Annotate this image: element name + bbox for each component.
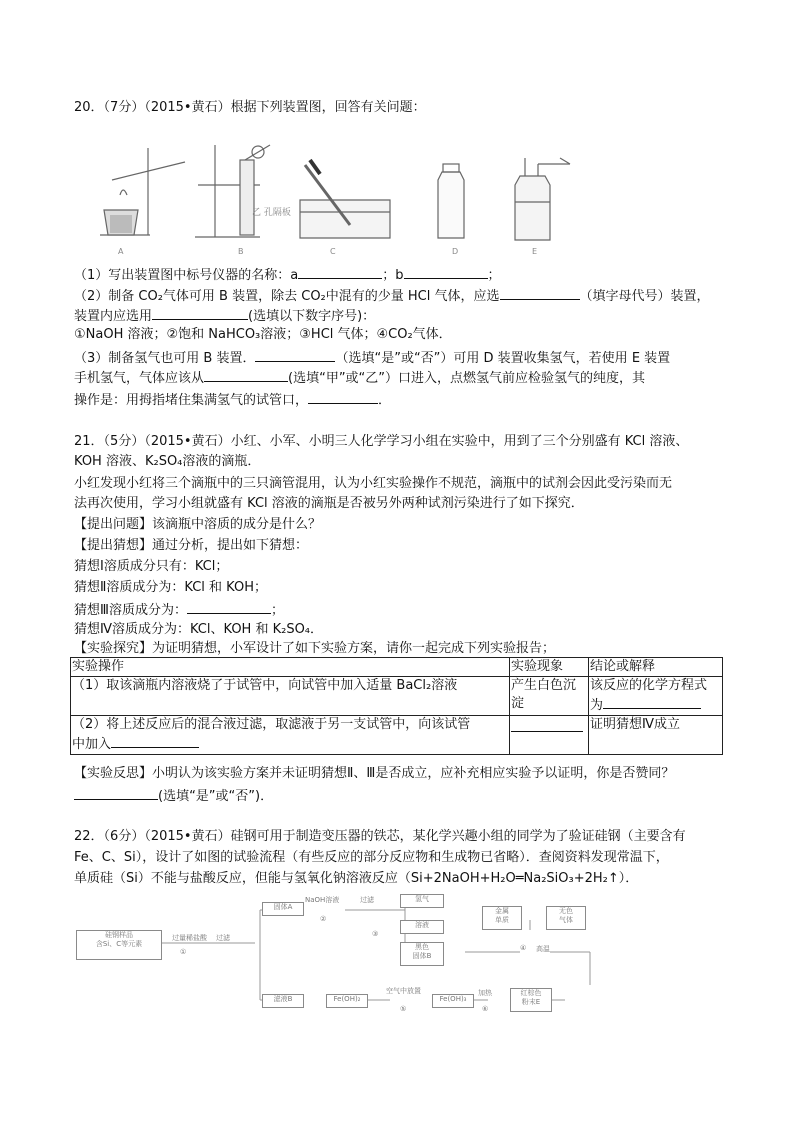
flow-label-acid: 过量稀盐酸 xyxy=(172,934,207,942)
answer-blank-agree[interactable] xyxy=(74,786,158,800)
row2-conclusion: 证明猜想Ⅳ成立 xyxy=(589,716,723,755)
q21-heading-line1: 21．（5分）（2015•黄石）小红、小军、小明三人化学学习小组在实验中，用到了三个分别盛有 KCl 溶液、 xyxy=(74,434,689,449)
flow-gas: 氢气 xyxy=(400,894,444,908)
q21-guess-title: 【提出猜想】通过分析，提出如下猜想： xyxy=(74,538,309,553)
answer-blank-equation[interactable] xyxy=(603,695,701,709)
table-header-row xyxy=(71,658,723,677)
answer-blank-reagent[interactable] xyxy=(152,306,248,320)
q21-guess-3: 猜想Ⅲ溶质成分为： ； xyxy=(74,600,284,620)
flow-solid-a: 固体A xyxy=(262,902,304,916)
flow-metal: 金属 单质 xyxy=(482,906,522,930)
fig-label-a: A xyxy=(118,247,124,256)
fig-label-b: B xyxy=(238,247,244,256)
q21-heading-line2: KOH 溶液、K₂SO₄溶液的滴瓶． xyxy=(74,454,261,469)
row2-phenomenon xyxy=(510,716,589,755)
header-operation: 实验操作 xyxy=(71,658,510,677)
header-conclusion: 结论或解释 xyxy=(589,658,723,677)
q20-part2-line2: 装置内应选用 (选填以下数字序号)： xyxy=(74,306,375,326)
fig-label-e: E xyxy=(532,247,538,256)
flow-num-1: ① xyxy=(180,948,187,956)
row2-operation: （2）将上述反应后的混合液过滤，取滤液于另一支试管中，向该试管 中加入 xyxy=(71,716,510,755)
q21-guess-1: 猜想Ⅰ溶质成分只有：KCl； xyxy=(74,559,229,574)
flow-num-3: ③ xyxy=(372,930,379,938)
flow-filtrate: 滤液B xyxy=(262,994,304,1008)
q20-part3-line3: 操作是：用拇指堵住集满氢气的试管口， ． xyxy=(74,390,391,410)
flow-num-2: ② xyxy=(320,915,327,923)
fig-label-c: C xyxy=(330,247,336,256)
flow-colorless-gas: 无色 气体 xyxy=(546,906,586,930)
flow-num-5: ⑤ xyxy=(400,1005,407,1013)
flow-num-6: ⑥ xyxy=(482,1005,489,1013)
apparatus-c xyxy=(300,160,390,238)
flow-label-air: 空气中放置 xyxy=(386,987,421,995)
row1-phenomenon: 产生白色沉淀 xyxy=(510,677,589,716)
flow-label-filter2: 过滤 xyxy=(360,896,374,904)
flow-label-filter: 过滤 xyxy=(216,934,230,942)
flow-feoh2: Fe(OH)₂ xyxy=(326,994,368,1008)
apparatus-e xyxy=(515,158,570,240)
table-row xyxy=(71,677,723,716)
header-phenomenon: 实验现象 xyxy=(510,658,589,677)
flow-num-4: ④ xyxy=(520,944,527,952)
q21-reflect: 【实验反思】小明认为该实验方案并未证明猜想Ⅱ、Ⅲ是否成立，应补充相应实验予以证明，你是否赞同？ xyxy=(74,766,675,781)
q21-guess-2: 猜想Ⅱ溶质成分为：KCl 和 KOH； xyxy=(74,580,267,595)
q21-question-title: 【提出问题】该滴瓶中溶质的成分是什么？ xyxy=(74,517,322,532)
flow-label-naoh: NaOH溶液 xyxy=(305,896,340,904)
fig-label-d: D xyxy=(452,247,459,256)
apparatus-b xyxy=(195,145,270,237)
q21-reflect-answer: (选填“是”或“否”)． xyxy=(74,786,273,806)
apparatus-d xyxy=(438,164,464,238)
answer-blank-phenomenon[interactable] xyxy=(511,718,583,732)
answer-blank-b[interactable] xyxy=(404,265,488,279)
flow-label-heat: 加热 xyxy=(478,989,492,997)
apparatus-figure xyxy=(90,140,590,258)
answer-blank-operation[interactable] xyxy=(308,390,378,404)
q21-guess-4: 猜想Ⅳ溶质成分为：KCl、KOH 和 K₂SO₄． xyxy=(74,622,324,637)
row1-conclusion: 该反应的化学方程式 为 xyxy=(589,677,723,716)
answer-blank-inlet[interactable] xyxy=(204,368,288,382)
q21-explore-title: 【实验探究】为证明猜想，小军设计了如下实验方案，请你一起完成下列实验报告； xyxy=(74,641,556,656)
answer-blank-device[interactable] xyxy=(500,286,580,300)
flow-arrows xyxy=(70,890,690,1020)
flow-solid-b: 黑色 固体B xyxy=(400,942,444,966)
q20-heading: 20．（7分）（2015•黄石）根据下列装置图，回答有关问题： xyxy=(74,100,426,115)
experiment-table xyxy=(70,657,723,755)
q22-line1: 22．（6分）（2015•黄石）硅钢可用于制造变压器的铁芯，某化学兴趣小组的同学为了验证硅钢（主要含有 xyxy=(74,829,686,844)
flow-solution: 溶液 xyxy=(400,920,444,934)
flow-label-high: 高温 xyxy=(536,945,550,953)
answer-blank-yes-no[interactable] xyxy=(255,348,335,362)
q20-part3-line2: 手机氢气，气体应该从 (选填“甲”或“乙”）口进入，点燃氢气前应检验氢气的纯度，其 xyxy=(74,368,645,388)
q22-line2: Fe、C、Si），设计了如图的试验流程（有些反应的部分反应物和生成物已省略）．查阅资料发现常温下， xyxy=(74,850,669,865)
flow-feoh3: Fe(OH)₃ xyxy=(432,994,474,1008)
q21-intro-line1: 小红发现小红将三个滴瓶中的三只滴管混用，认为小红实验操作不规范，滴瓶中的试剂会因此受污染而无 xyxy=(74,476,673,491)
fig-text: 乙 孔隔板 xyxy=(252,208,291,218)
answer-blank-reagent2[interactable] xyxy=(111,734,199,748)
flow-red-powder: 红棕色 粉末E xyxy=(510,988,552,1012)
q20-part1: （1）写出装置图中标号仪器的名称：a ；b ； xyxy=(74,265,501,285)
q22-line3: 单质硅（Si）不能与盐酸反应，但能与氢氧化钠溶液反应（Si+2NaOH+H₂O═Na₂SiO₃+2H₂↑）． xyxy=(74,871,639,886)
q20-part2-line1: （2）制备 CO₂气体可用 B 装置，除去 CO₂中混有的少量 HCl 气体，应选 （填字母代号）装置， xyxy=(74,286,710,306)
flow-start-box: 硅钢样品 含Si、C等元素 xyxy=(76,930,162,960)
q21-intro-line2: 法再次使用，学习小组就盛有 KCl 溶液的滴瓶是否被另外两种试剂污染进行了如下探究． xyxy=(74,496,584,511)
row1-operation: （1）取该滴瓶内溶液烧了于试管中，向试管中加入适量 BaCl₂溶液 xyxy=(71,677,510,716)
apparatus-a xyxy=(100,148,185,235)
answer-blank-guess3[interactable] xyxy=(187,600,271,614)
table-row xyxy=(71,716,723,755)
q20-part2-options: ①NaOH 溶液；②饱和 NaHCO₃溶液；③HCl 气体；④CO₂气体． xyxy=(74,327,452,342)
q20-part3-line1: （3）制备氢气也可用 B 装置． （选填“是”或“否”）可用 D 装置收集氢气，若使用 E 装置 xyxy=(74,348,670,368)
answer-blank-a[interactable] xyxy=(298,265,382,279)
